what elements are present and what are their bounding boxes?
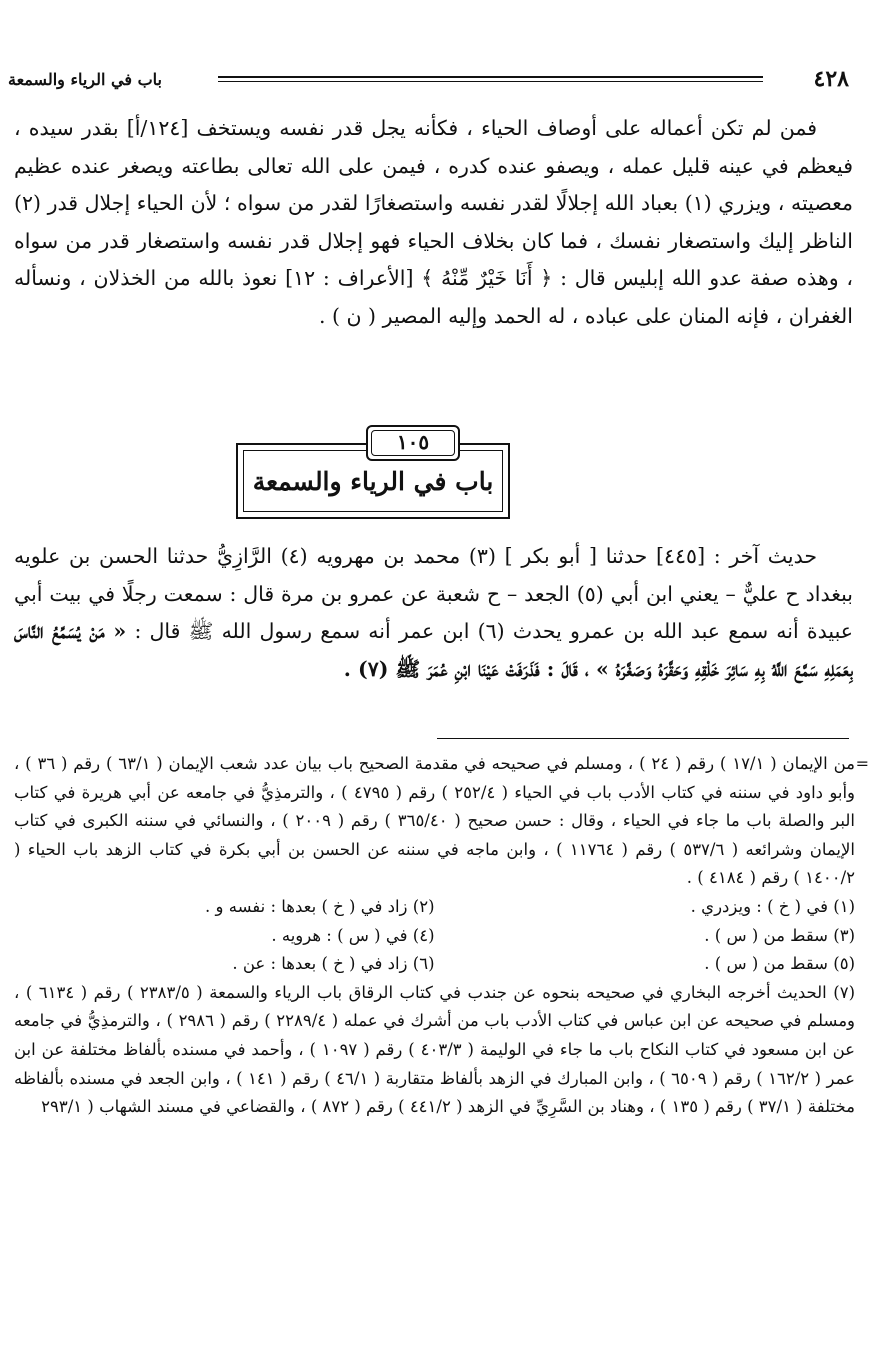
footnote-continued: من الإيمان ( ١٧/١ ) رقم ( ٢٤ ) ، ومسلم في صحيحه في مقدمة الصحيح باب بيان عدد شعب الإيمان ( ٦٣/١ ) رقم ( ٣٦ ) ، وأبو داود في سننه في كتاب الأدب باب في الحياء ( ٢٥٢/٤ ) رقم ( ٤٧٩٥ ) ، والترمذِيُّ في جامعه عن أبي هريرة في كتاب البر والصلة باب ما جاء في الحياء ، وقال : حسن صحيح ( ٣٦٥/٤٠ ) رقم ( ٢٠٠٩ ) ، والنسائي في سننه الكبرى في كتاب الإيمان وشرائعه ( ٥٣٧/٦ ) رقم ( ١١٧٦٤ ) ، وابن ماجه في سننه عن الحسن بن أبي بكرة في كتاب الزهد باب الحياء ( ١٤٠٠/٢ ) رقم ( ٤١٨٤ ) .: [14, 754, 855, 888]
header-rule: [218, 76, 763, 82]
footnote-5: (٥) سقط من ( س ) .: [704, 954, 855, 974]
intro-paragraph: [14, 110, 853, 335]
page-number: ٤٢٨: [813, 66, 849, 92]
chapter-heading: [236, 425, 646, 525]
hadith-isnad: حديث آخر : [٤٤٥] حدثنا [ أبو بكر ] (٣) محمد بن مهرويه (٤) الرَّازِيُّ حدثنا الحسن بن علويه ببغداد ح عليٌّ – يعني ابن أبي (٥) الجعد – ح شعبة عن عمرو بن مرة قال : سمعت رجلًا في بيت أبي عبيدة أنه سمع عبد الله بن عمرو يحدث (٦) ابن عمر أنه سمع رسول الله ﷺ قال :: [14, 544, 853, 643]
running-title: باب في الرياء والسمعة: [8, 70, 162, 89]
hadith-paragraph: [14, 538, 853, 688]
footnote-4: (٤) في ( س ) : هرويه .: [271, 925, 435, 945]
footnote-2: (٢) زاد في ( خ ) بعدها : نفسه و .: [205, 896, 435, 916]
intro-text: فمن لم تكن أعماله على أوصاف الحياء ، فكأنه يجل قدر نفسه ويستخف [١٢٤/أ] بقدر سيده ، فيعظم في عينه قليل عمله ، ويصفو عنده كدره ، فيمن على الله تعالى بطاعته ويصغر عنده عظيم معصيته ، ويزري (١) بعباد الله إجلالًا لقدر نفسه واستصغارًا لقدر من سواه ؛ لأن الحياء إجلال قدر (٢) الناظر إليك واستصغار نفسك ، فما كان بخلاف الحياء فهو إجلال قدر نفسه واستصغار قدر من سواه ، وهذه صفة عدو الله إبليس قال : ﴿ أَنَا خَيْرٌ مِّنْهُ ﴾ [الأعراف : ١٢] نعوذ بالله من الخذلان ، ونسأله الغفران ، فإنه المنان على عباده ، له الحمد وإليه المصير ( ن ) .: [14, 116, 853, 328]
chapter-number: ١٠٥: [366, 425, 460, 461]
chapter-title: باب في الرياء والسمعة: [243, 450, 503, 512]
running-header: [8, 66, 849, 96]
short-footnotes: [14, 893, 855, 979]
footnote-separator: [437, 738, 849, 739]
footnote-1: (١) في ( خ ) : ويزدري .: [690, 896, 855, 916]
footnotes: [14, 750, 869, 1122]
footnote-7: (٧) الحديث أخرجه البخاري في صحيحه بنحوه عن جندب في كتاب الرقاق باب الرياء والسمعة ( ٢٣٨٣/٥ ) رقم ( ٦١٣٤ ) ، ومسلم في صحيحه عن ابن عباس في كتاب الأدب باب من أشرك في عمله ( ٢٢٨٩/٤ ) رقم ( ٢٩٨٦ ) ، والترمذِيُّ في جامعه عن ابن مسعود في كتاب النكاح باب ما جاء في الوليمة ( ٤٠٣/٣ ) رقم ( ١٠٩٧ ) ، وأحمد في مسنده بألفاظ مختلفة عن ابن عمر ( ١٦٢/٢ ) رقم ( ٦٥٠٩ ) ، وابن المبارك في الزهد بألفاظ متقاربة ( ٤٦/١ ) رقم ( ١٤١ ) ، وابن الجعد في مسنده بألفاظه مختلفة ( ٣٧/١ ) رقم ( ١٣٥ ) ، وهناد بن السَّرِيِّ في الزهد ( ٤٤١/٢ ) رقم ( ٨٧٢ ) ، والقضاعي في مسند الشهاب ( ٢٩٣/١: [14, 982, 855, 1117]
continuation-mark: =: [855, 754, 869, 773]
hadith-matn: « مَنْ يُسَمِّعُ النَّاسَ بِعَمَلِهِ سَمَّعَ اللَّهُ بِهِ سَائِرَ خَلْقِهِ وَحَقَّرَهُ وَصَغَّرَهُ » ، قَالَ : فَذَرَفَتْ عَيْنَا ابْنِ عُمَرَ ﷺ (٧) .: [14, 619, 853, 681]
footnote-6: (٦) زاد في ( خ ) بعدها : عن .: [232, 954, 435, 974]
footnote-3: (٣) سقط من ( س ) .: [704, 925, 855, 945]
hadith-text: [14, 538, 853, 688]
